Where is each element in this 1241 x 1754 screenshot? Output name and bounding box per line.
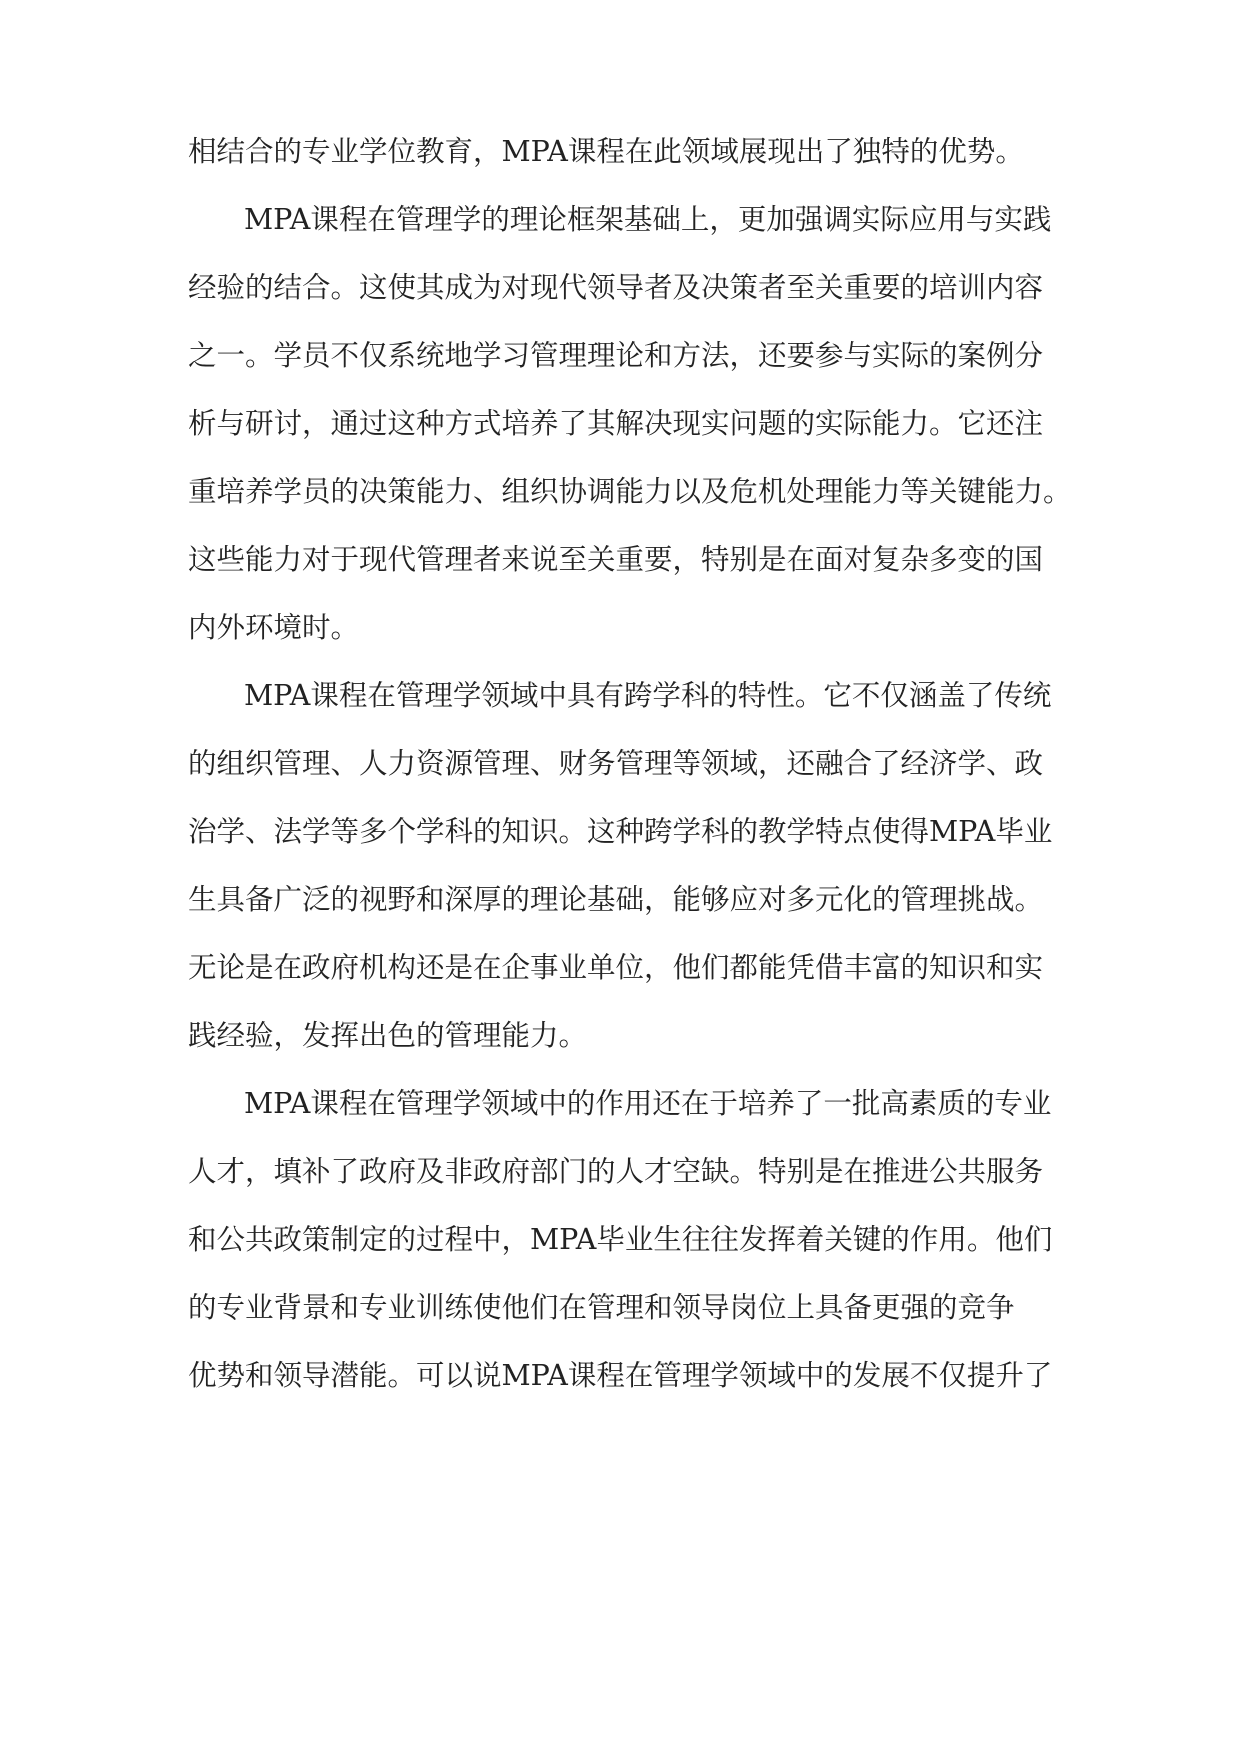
text-line: 和公共政策制定的过程中，MPA毕业生往往发挥着关键的作用。他们 (188, 1223, 1053, 1256)
text-line: 内外环境时。 (188, 611, 360, 644)
text-line: 重培养学员的决策能力、组织协调能力以及危机处理能力等关键能力。 (188, 475, 1072, 508)
text-line: 相结合的专业学位教育，MPA课程在此领域展现出了独特的优势。 (188, 135, 1024, 168)
text-line: 优势和领导潜能。可以说MPA课程在管理学领域中的发展不仅提升了 (188, 1359, 1053, 1392)
text-line: 之一。学员不仅系统地学习管理理论和方法，还要参与实际的案例分 (188, 339, 1044, 372)
paragraph-first-line: MPA课程在管理学领域中的作用还在于培养了一批高素质的专业 (244, 1087, 1052, 1120)
paragraph-first-line: MPA课程在管理学领域中具有跨学科的特性。它不仅涵盖了传统 (244, 679, 1052, 712)
text-line: 经验的结合。这使其成为对现代领导者及决策者至关重要的培训内容 (188, 271, 1044, 304)
text-line: 这些能力对于现代管理者来说至关重要，特别是在面对复杂多变的国 (188, 543, 1044, 576)
text-line: 析与研讨，通过这种方式培养了其解决现实问题的实际能力。它还注 (188, 407, 1044, 440)
text-line: 的专业背景和专业训练使他们在管理和领导岗位上具备更强的竞争 (188, 1291, 1015, 1324)
text-line: 治学、法学等多个学科的知识。这种跨学科的教学特点使得MPA毕业 (188, 815, 1053, 848)
text-line: 的组织管理、人力资源管理、财务管理等领域，还融合了经济学、政 (188, 747, 1044, 780)
text-line: 人才，填补了政府及非政府部门的人才空缺。特别是在推进公共服务 (188, 1155, 1044, 1188)
text-line: 无论是在政府机构还是在企事业单位，他们都能凭借丰富的知识和实 (188, 951, 1044, 984)
paragraph-first-line: MPA课程在管理学的理论框架基础上，更加强调实际应用与实践 (244, 203, 1052, 236)
text-line: 践经验，发挥出色的管理能力。 (188, 1019, 588, 1052)
text-line: 生具备广泛的视野和深厚的理论基础，能够应对多元化的管理挑战。 (188, 883, 1044, 916)
